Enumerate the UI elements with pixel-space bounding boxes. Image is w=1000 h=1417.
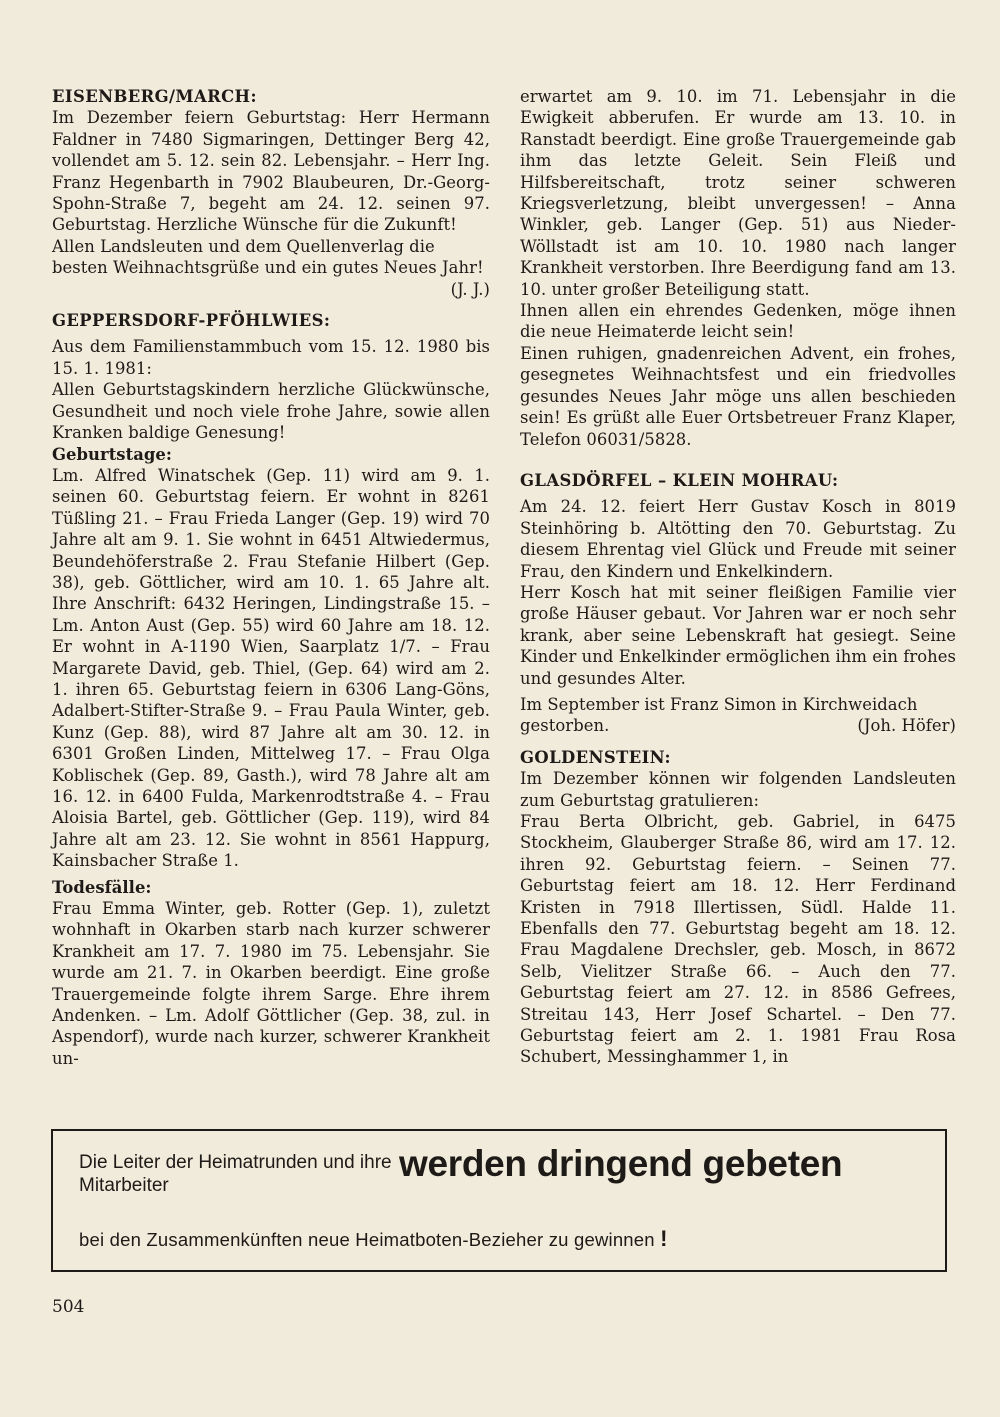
paragraph: Lm. Alfred Winatschek (Gep. 11) wird am 9. 1. seinen 60. Geburtstag feiern. Er wohnt in 8261 Tüßling 21. – Frau Frieda Langer (Gep. 19) wird 70 Jahre alt am 9. 1. Sie wohnt in 6451 Altwiedermus, Beundehöferstraße 2. Frau Stefanie Hilbert (Gep. 38), geb. Göttlicher, wird am 10. 1. 65 Jahre alt. Ihre Anschrift: 6432 Heringen, Lindingstraße 15. – Lm. Anton Aust (Gep. 55) wird 60 Jahre am 18. 12. Er wohnt in A-1190 Wien, Saarplatz 1/7. – Frau Margarete David, geb. Thiel, (Gep. 64) wird am 2. 1. ihren 65. Geburtstag feiern in 6306 Lang-Göns, Adalbert-Stifter-Straße 9. – Frau Paula Winter, geb. Kunz (Gep. 88), wird 87 Jahre alt am 30. 12. in 6301 Großen Linden, Mittelweg 17. – Frau Olga Koblischek (Gep. 89, Gasth.), wird 78 Jahre alt am 16. 12. in 6400 Fulda, Markenrodtstraße 4. – Frau Aloisia Bartel, geb. Göttlicher (Gep. 119), wird 84 Jahre alt am 23. 12. Sie wohnt in 8561 Happurg, Kainsbacher Straße 1. (52, 465, 490, 871)
notice-bottom-text: bei den Zusammenkünften neue Heimatboten-Bezieher zu gewinnen (79, 1229, 655, 1250)
notice-small-text: Die Leiter der Heimatrunden und ihre Mitarbeiter (79, 1152, 392, 1196)
subheading-deaths: Todesfälle: (52, 877, 152, 897)
section-heading-geppersdorf: GEPPERSDORF-PFÖHLWIES: (52, 311, 331, 331)
paragraph: erwartet am 9. 10. im 71. Lebensjahr in die Ewigkeit abberufen. Er wurde am 13. 10. in Ranstadt beerdigt. Eine große Trauergemeinde gab ihm das letzte Geleit. Sein Fleiß und Hilfsbereitschaft, trotz seiner schweren Kriegsverletzung, bleibt unvergessen! – Anna Winkler, geb. Langer (Gep. 51) aus Nieder-Wöllstadt ist am 10. 10. 1980 nach langer Krankheit verstorben. Ihre Beerdigung fand am 13. 10. unter großer Beteiligung statt. (520, 87, 956, 299)
author-signature: (Joh. Höfer) (857, 716, 956, 736)
paragraph: Herr Kosch hat mit seiner fleißigen Familie vier große Häuser gebaut. Vor Jahren war er noch sehr krank, aber seine Lebenskraft hat gesiegt. Seine Kinder und Enkelkinder ermöglichen ihm ein frohes und gesundes Alter. (520, 582, 956, 688)
paragraph: Im September ist Franz Simon in Kirchweidach gestorben. (520, 694, 918, 736)
left-column (52, 86, 490, 1069)
paragraph: Einen ruhigen, gnadenreichen Advent, ein frohes, gesegnetes Weihnachtsfest und ein friedvolles gesundes Neues Jahr möge uns allen beschieden sein! Es grüßt alle Euer Ortsbetreuer Franz Klaper, Telefon 06031/5828. (520, 343, 956, 449)
section-heading-goldenstein: GOLDENSTEIN: (520, 747, 671, 767)
subheading-birthdays: Geburtstage: (52, 444, 172, 464)
page-number: 504 (52, 1297, 85, 1317)
paragraph: Allen Geburtstagskindern herzliche Glückwünsche, Gesundheit und noch viele frohe Jahre, sowie allen Kranken baldige Genesung! (52, 380, 490, 443)
section-heading-eisenberg: EISENBERG/MARCH: (52, 87, 257, 106)
notice-box (51, 1129, 947, 1272)
closing-block (520, 694, 956, 737)
notice-exclamation: ! (660, 1226, 668, 1251)
paragraph: Im Dezember feiern Geburtstag: Herr Hermann Faldner in 7480 Sigmaringen, Dettinger Berg 42, vollendet am 5. 12. sein 82. Lebensjahr. – Herr Ing. Franz Hegenbarth in 7902 Blaubeuren, Dr.-Georg-Spohn-Straße 7, begeht am 24. 12. seinen 97. Geburtstag. Herzliche Wünsche für die Zukunft! (52, 108, 490, 235)
section-heading-glasdoerfel: GLASDÖRFEL – KLEIN MOHRAU: (520, 470, 839, 490)
paragraph: Ihnen allen ein ehrendes Gedenken, möge ihnen die neue Heimaterde leicht sein! (520, 301, 956, 342)
closing-block (52, 236, 490, 300)
paragraph: Frau Berta Olbricht, geb. Gabriel, in 6475 Stockheim, Glauberger Straße 86, wird am 17. 12. ihren 92. Geburtstag feiern. – Seinen 77. Geburtstag feiert am 18. 12. Herr Ferdinand Kristen in 7918 Illertissen, Südl. Halde 11. Ebenfalls den 77. Geburtstag begeht am 18. 12. Frau Magdalene Drechsler, geb. Mosch, in 8672 Selb, Vielitzer Straße 66. – Auch den 77. Geburtstag feiert am 27. 12. in 8586 Gefrees, Streitau 143, Herr Josef Schartel. – Den 77. Geburtstag feiert am 2. 1. 1981 Frau Rosa Schubert, Messinghammer 1, in (520, 812, 956, 1067)
right-column (520, 86, 956, 1068)
paragraph: Allen Landsleuten und dem Quellenverlag die besten Weihnachtsgrüße und ein gutes Neues Jahr! (52, 236, 484, 278)
notice-headline: werden dringend gebeten (399, 1143, 843, 1184)
paragraph: Aus dem Familienstammbuch vom 15. 12. 1980 bis 15. 1. 1981: (52, 337, 490, 378)
paragraph: Im Dezember können wir folgenden Landsleuten zum Geburtstag gratulieren: (520, 769, 956, 810)
paragraph: Am 24. 12. feiert Herr Gustav Kosch in 8019 Steinhöring b. Altötting den 70. Geburtstag. Zu diesem Ehrentag viel Glück und Freude mit seiner Frau, den Kindern und Enkelkindern. (520, 497, 956, 581)
author-signature: (J. J.) (450, 279, 490, 299)
paragraph: Frau Emma Winter, geb. Rotter (Gep. 1), zuletzt wohnhaft in Okarben starb nach kurzer schwerer Krankheit am 17. 7. 1980 im 75. Lebensjahr. Sie wurde am 21. 7. in Okarben beerdigt. Eine große Trauergemeinde folgte ihrem Sarge. Ehre ihrem Andenken. – Lm. Adolf Göttlicher (Gep. 38, zul. in Aspendorf), wurde nach kurzer, schwerer Krankheit un- (52, 899, 490, 1068)
notice-bottom-line (79, 1226, 668, 1252)
